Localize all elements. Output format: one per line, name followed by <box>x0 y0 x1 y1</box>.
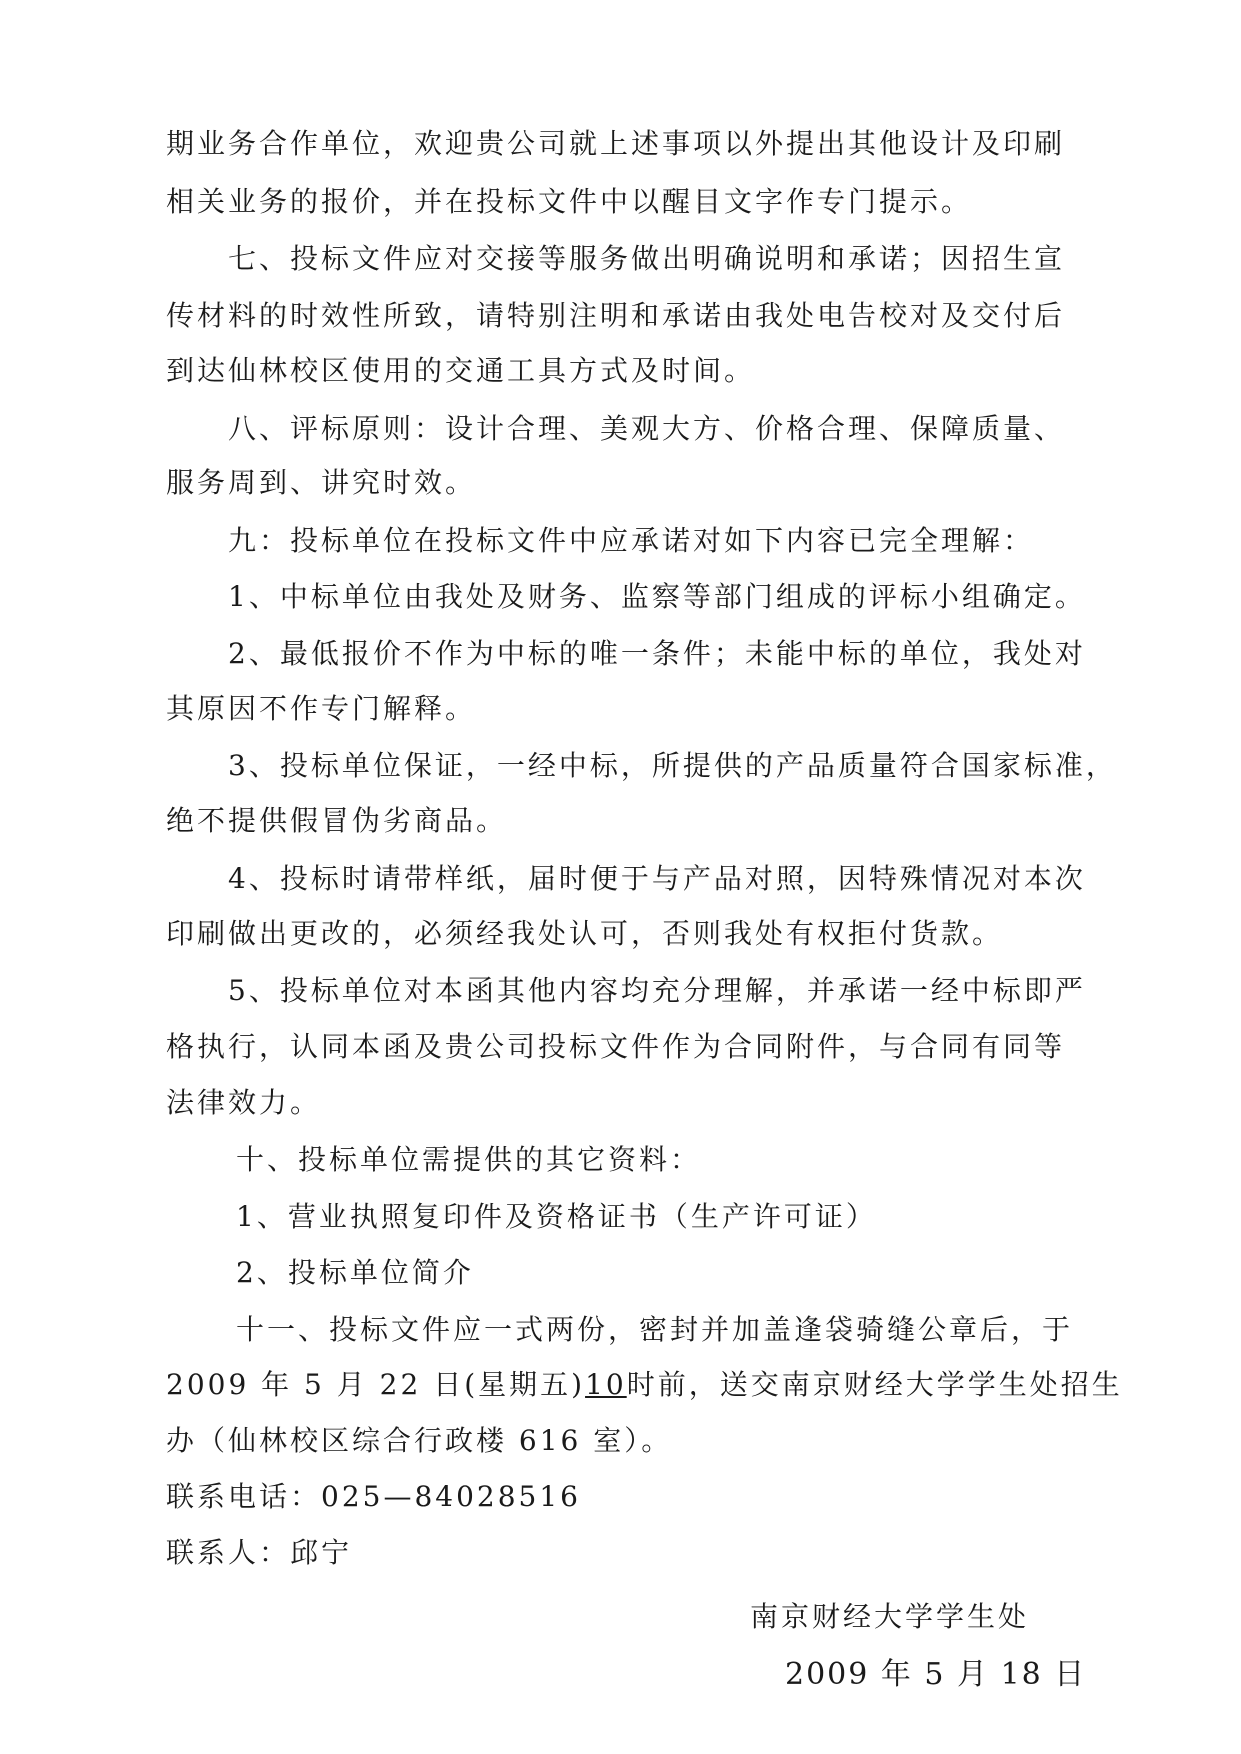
deadline-hour: 10 <box>585 1368 627 1401</box>
paragraph-9-heading: 九：投标单位在投标文件中应承诺对如下内容已完全理解： <box>228 524 1035 557</box>
paragraph-9-item-1: 1、中标单位由我处及财务、监察等部门组成的评标小组确定。 <box>228 580 1086 613</box>
paragraph-9-item-4-line-1: 4、投标时请带样纸，届时便于与产品对照，因特殊情况对本次 <box>228 862 1086 895</box>
paragraph-11-line-2 <box>166 1366 1123 1404</box>
paragraph-9-item-4-line-2: 印刷做出更改的，必须经我处认可，否则我处有权拒付货款。 <box>166 917 1004 950</box>
paragraph-7-line-1: 七、投标文件应对交接等服务做出明确说明和承诺；因招生宣 <box>228 242 1066 275</box>
paragraph-9-item-5-line-2: 格执行，认同本函及贵公司投标文件作为合同附件，与合同有同等 <box>166 1030 1066 1063</box>
paragraph-8-line-1: 八、评标原则：设计合理、美观大方、价格合理、保障质量、 <box>228 412 1066 445</box>
paragraph-6-line-2: 相关业务的报价，并在投标文件中以醒目文字作专门提示。 <box>166 185 973 218</box>
paragraph-9-item-5-line-1: 5、投标单位对本函其他内容均充分理解，并承诺一经中标即严 <box>228 974 1086 1007</box>
paragraph-10-item-1: 1、营业执照复印件及资格证书（生产许可证） <box>236 1200 877 1233</box>
paragraph-6-line-1: 期业务合作单位，欢迎贵公司就上述事项以外提出其他设计及印刷 <box>166 127 1066 160</box>
deadline-date: 2009 年 5 月 22 日(星期五) <box>166 1368 586 1401</box>
paragraph-11-line-1: 十一、投标文件应一式两份，密封并加盖逢袋骑缝公章后，于 <box>236 1313 1074 1346</box>
paragraph-11-line-3: 办（仙林校区综合行政楼 616 室）。 <box>166 1424 673 1457</box>
paragraph-9-item-5-line-3: 法律效力。 <box>166 1086 322 1119</box>
paragraph-7-line-2: 传材料的时效性所致，请特别注明和承诺由我处电告校对及交付后 <box>166 299 1066 332</box>
paragraph-9-item-2-line-1: 2、最低报价不作为中标的唯一条件；未能中标的单位，我处对 <box>228 637 1086 670</box>
paragraph-9-item-3-line-1: 3、投标单位保证，一经中标，所提供的产品质量符合国家标准， <box>228 749 1117 782</box>
paragraph-9-item-2-line-2: 其原因不作专门解释。 <box>166 692 477 725</box>
contact-person: 联系人：邱宁 <box>166 1536 353 1569</box>
paragraph-9-item-3-line-2: 绝不提供假冒伪劣商品。 <box>166 804 508 837</box>
paragraph-7-line-3: 到达仙林校区使用的交通工具方式及时间。 <box>166 354 756 387</box>
signature-date: 2009 年 5 月 18 日 <box>785 1657 1087 1692</box>
paragraph-10-heading: 十、投标单位需提供的其它资料： <box>236 1143 702 1176</box>
signature-organization: 南京财经大学学生处 <box>750 1600 1030 1633</box>
deadline-destination: 时前，送交南京财经大学学生处招生 <box>626 1368 1123 1401</box>
contact-phone: 联系电话：025—84028516 <box>166 1480 581 1513</box>
paragraph-10-item-2: 2、投标单位简介 <box>236 1256 474 1289</box>
paragraph-8-line-2: 服务周到、讲究时效。 <box>166 466 477 499</box>
